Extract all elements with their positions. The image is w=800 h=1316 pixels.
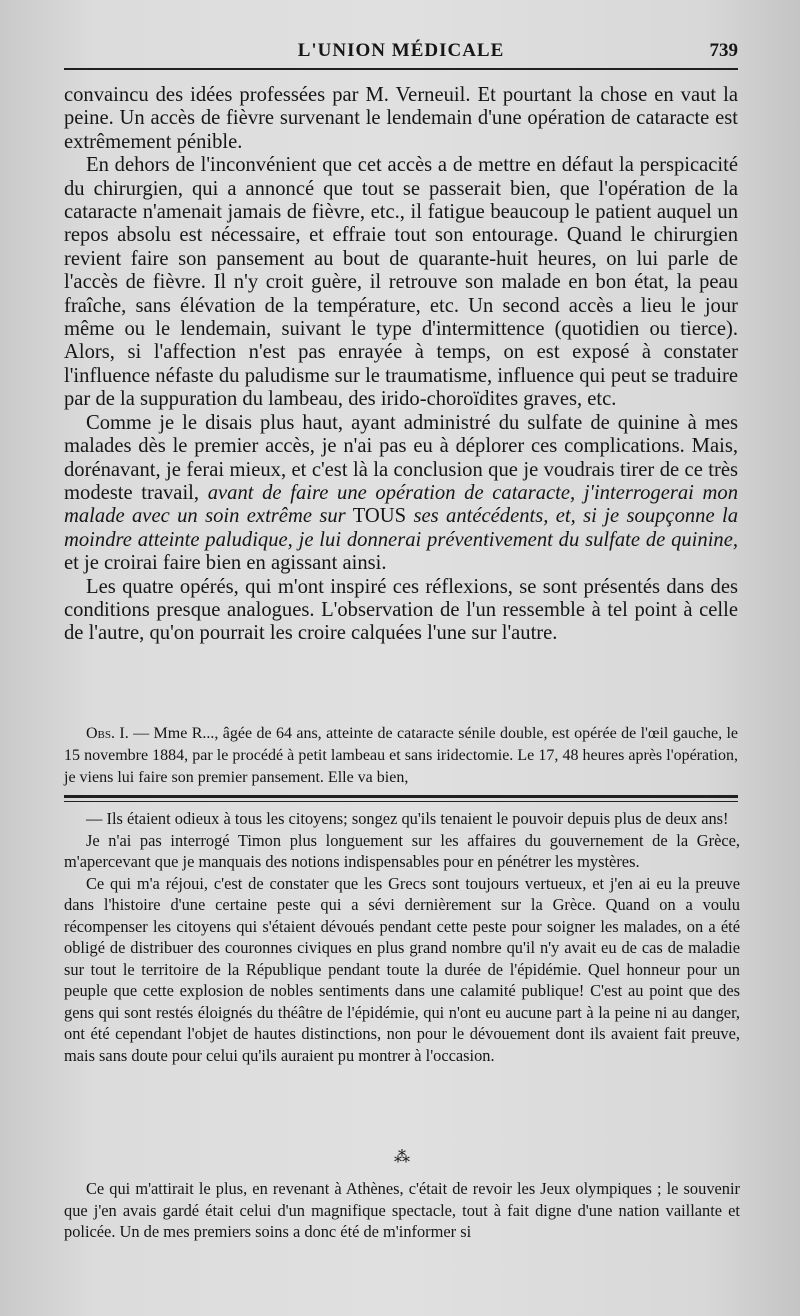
conclusion-italic-2: ses antécédents, et, si je soupçonne la moindre atteinte paludique, je lui donnerai préventivement du sulfate de quinine, [64, 505, 738, 551]
feuilleton-section [64, 808, 740, 1066]
conclusion-start: Comme je le disais plus haut, ayant administré du sulfate de quinine à mes malades dès le premier accès, je n'ai pas eu à déplorer ces complications. Mais, dorénavant, je ferai mieux, et c'est là la conclusion que je voudrais tirer de ce très modeste travail, [64, 411, 738, 504]
paragraph-fever: En dehors de l'inconvénient que cet accès a de mettre en défaut la perspicacité du chirurgien, qui a annoncé que tout se passerait bien, que l'opération de la cataracte n'amenait jamais de fièvre, etc., il fatigue beaucoup le patient auquel un repos absolu est nécessaire, et effraie tout son entourage. Quand le chirurgien revient faire son pansement au bout de quarante-huit heures, on lui parle de l'accès de fièvre. Il n'y croit guère, il retrouve son malade en bon état, la peau fraîche, sans élévation de la température, etc. Un second accès a lieu le jour même ou le lendemain, suivant le type d'intermittence (quotidien ou tierce). Alors, si l'affection n'est pas enrayée à temps, on est exposé à constater l'influence néfaste du paludisme sur le traumatisme, influence qui peut se traduire par de la suppuration du lambeau, des irido-choroïdites graves, etc. [64, 154, 738, 411]
page-header [64, 38, 738, 68]
conclusion-end: et je croirai faire bien en agissant ainsi. [64, 552, 387, 575]
conclusion-italic-1: avant de faire une opération de cataracte, j'interrogerai mon malade avec un soin extrême sur [64, 481, 739, 528]
asterism-separator: ⁂ [394, 1147, 410, 1166]
header-rule [64, 68, 738, 70]
observation-label: Obs. I. [86, 725, 129, 742]
feuilleton-paragraph-4: Ce qui m'attirait le plus, en revenant à Athènes, c'était de revoir les Jeux olympiques ; le souvenir que j'en avais gardé était celui d'un magnifique spectacle, tout à fait digne d'une nation vaillante et policée. Un de mes premiers soins a donc été de m'informer si [64, 1179, 740, 1241]
paragraph-continuation: convaincu des idées professées par M. Verneuil. Et pourtant la chose en vaut la peine. Un accès de fièvre survenant le lendemain d'une opération de cataracte est extrêmement pénible. [64, 84, 738, 153]
running-title: L'UNION MÉDICALE [297, 40, 505, 61]
page-number: 739 [709, 40, 738, 61]
paragraph-conclusion [64, 412, 738, 576]
feuilleton-section-continued [64, 1178, 740, 1243]
feuilleton-paragraph-2: Je n'ai pas interrogé Timon plus longuement sur les affaires du gouvernement de la Grèce, m'apercevant que je manquais des notions indispensables pour en pénétrer les mystères. [64, 830, 740, 871]
observation-text: — Mme R..., âgée de 64 ans, atteinte de cataracte sénile double, est opérée de l'œil gauche, le 15 novembre 1884, par le procédé à petit lambeau et sans iridectomie. Le 17, 48 heures après l'opération, je viens lui faire son premier pansement. Elle va bien, [64, 725, 739, 786]
conclusion-tous: TOUS [352, 505, 407, 528]
feuilleton-separator-rule [64, 795, 738, 802]
feuilleton-paragraph-1: — Ils étaient odieux à tous les citoyens; songez qu'ils tenaient le pouvoir depuis plus de deux ans! [86, 809, 729, 828]
feuilleton-paragraph-3: Ce qui m'a réjoui, c'est de constater que les Grecs sont toujours vertueux, et j'en ai eu la preuve dans l'histoire d'une certaine peste qui a sévi dernièrement sur la Grèce. Quand on a voulu récompenser les citoyens qui s'étaient dévoués pendant cette peste pour soigner les malades, on a été obligé de distribuer des couronnes civiques en plus grand nombre qu'il n'y avait eu de cas de maladie sur tout le territoire de la République pendant toute la durée de l'épidémie. Quel honneur pour un peuple que cette explosion de nobles sentiments dans une calamité publique! C'est au point que des gens qui sont restés éloignés du théâtre de l'épidémie, qui n'ont eu aucune part à la peine ni au danger, ont été cependant l'objet de hautes distinctions, non pour le dévouement dont ils avaient fait preuve, mais sans doute pour celui qu'ils auraient pu montrer à l'occasion. [64, 873, 740, 1065]
paragraph-four-patients: Les quatre opérés, qui m'ont inspiré ces réflexions, se sont présentés dans des conditions presque analogues. L'observation de l'un ressemble à tel point à celle de l'autre, qu'on pourrait les croire calquées l'une sur l'autre. [64, 575, 738, 645]
main-article [64, 84, 738, 646]
observation-paragraph [64, 723, 738, 789]
